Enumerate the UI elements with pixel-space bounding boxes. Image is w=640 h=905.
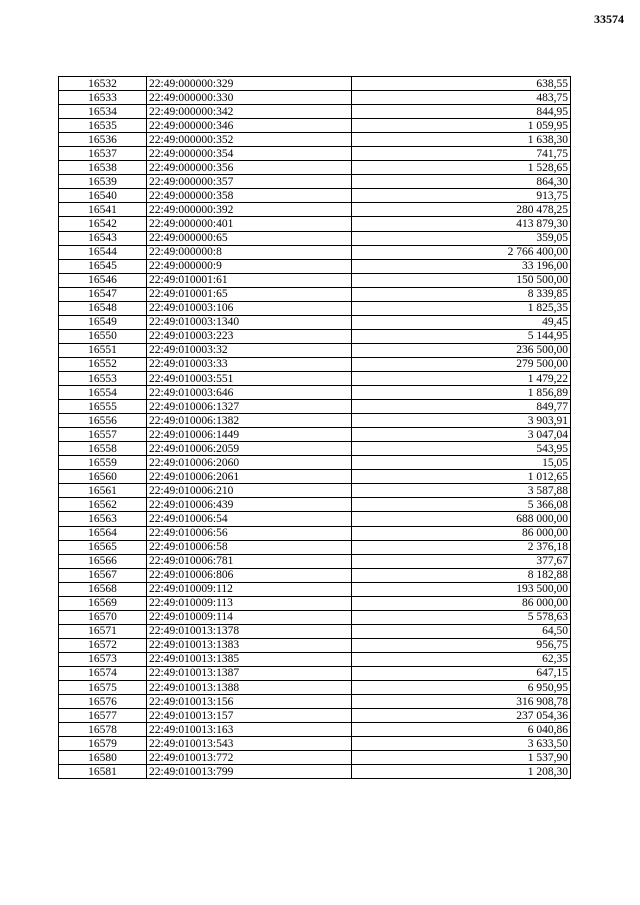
row-number-cell: 16556 — [59, 414, 147, 428]
table-row — [59, 245, 571, 259]
cadastral-number-cell: 22:49:010006:210 — [147, 484, 352, 498]
cadastral-number-cell: 22:49:010006:2060 — [147, 456, 352, 470]
cadastral-number-cell: 22:49:010001:65 — [147, 287, 352, 301]
table-row — [59, 709, 571, 723]
value-cell: 8 339,85 — [352, 287, 571, 301]
value-cell: 1 479,22 — [352, 371, 571, 385]
table-row — [59, 695, 571, 709]
value-cell: 5 144,95 — [352, 329, 571, 343]
value-cell: 359,05 — [352, 231, 571, 245]
row-number-cell: 16566 — [59, 554, 147, 568]
table-row — [59, 512, 571, 526]
row-number-cell: 16542 — [59, 217, 147, 231]
cadastral-number-cell: 22:49:010006:58 — [147, 540, 352, 554]
cadastral-number-cell: 22:49:010013:1378 — [147, 624, 352, 638]
row-number-cell: 16576 — [59, 695, 147, 709]
value-cell: 3 047,04 — [352, 428, 571, 442]
cadastral-number-cell: 22:49:010009:113 — [147, 596, 352, 610]
row-number-cell: 16540 — [59, 189, 147, 203]
table-row — [59, 273, 571, 287]
table-row — [59, 624, 571, 638]
value-cell: 237 054,36 — [352, 709, 571, 723]
table-row — [59, 231, 571, 245]
table-row — [59, 666, 571, 680]
row-number-cell: 16548 — [59, 301, 147, 315]
value-cell: 864,30 — [352, 175, 571, 189]
row-number-cell: 16533 — [59, 91, 147, 105]
cadastral-number-cell: 22:49:000000:8 — [147, 245, 352, 259]
table-row — [59, 315, 571, 329]
value-cell: 849,77 — [352, 400, 571, 414]
row-number-cell: 16565 — [59, 540, 147, 554]
row-number-cell: 16558 — [59, 442, 147, 456]
row-number-cell: 16534 — [59, 105, 147, 119]
value-cell: 33 196,00 — [352, 259, 571, 273]
value-cell: 1 528,65 — [352, 161, 571, 175]
value-cell: 3 633,50 — [352, 737, 571, 751]
cadastral-number-cell: 22:49:010013:543 — [147, 737, 352, 751]
table-row — [59, 105, 571, 119]
value-cell: 6 040,86 — [352, 723, 571, 737]
value-cell: 64,50 — [352, 624, 571, 638]
cadastral-number-cell: 22:49:000000:346 — [147, 119, 352, 133]
value-cell: 1 537,90 — [352, 751, 571, 765]
row-number-cell: 16546 — [59, 273, 147, 287]
cadastral-number-cell: 22:49:010009:114 — [147, 610, 352, 624]
row-number-cell: 16572 — [59, 638, 147, 652]
table-row — [59, 287, 571, 301]
row-number-cell: 16557 — [59, 428, 147, 442]
value-cell: 5 366,08 — [352, 498, 571, 512]
row-number-cell: 16544 — [59, 245, 147, 259]
value-cell: 15,05 — [352, 456, 571, 470]
row-number-cell: 16571 — [59, 624, 147, 638]
cadastral-number-cell: 22:49:010013:1383 — [147, 638, 352, 652]
row-number-cell: 16543 — [59, 231, 147, 245]
value-cell: 483,75 — [352, 91, 571, 105]
value-cell: 1 638,30 — [352, 133, 571, 147]
row-number-cell: 16573 — [59, 652, 147, 666]
cadastral-number-cell: 22:49:010013:1387 — [147, 666, 352, 680]
row-number-cell: 16570 — [59, 610, 147, 624]
cadastral-number-cell: 22:49:010006:54 — [147, 512, 352, 526]
row-number-cell: 16574 — [59, 666, 147, 680]
value-cell: 1 208,30 — [352, 765, 571, 779]
row-number-cell: 16552 — [59, 357, 147, 371]
table-row — [59, 259, 571, 273]
row-number-cell: 16559 — [59, 456, 147, 470]
row-number-cell: 16564 — [59, 526, 147, 540]
cadastral-number-cell: 22:49:010003:551 — [147, 371, 352, 385]
cadastral-number-cell: 22:49:010006:806 — [147, 568, 352, 582]
cadastral-number-cell: 22:49:010013:1385 — [147, 652, 352, 666]
cadastral-number-cell: 22:49:000000:329 — [147, 77, 352, 91]
row-number-cell: 16535 — [59, 119, 147, 133]
table-row — [59, 723, 571, 737]
value-cell: 5 578,63 — [352, 610, 571, 624]
value-cell: 956,75 — [352, 638, 571, 652]
table-row — [59, 133, 571, 147]
row-number-cell: 16551 — [59, 343, 147, 357]
row-number-cell: 16563 — [59, 512, 147, 526]
table-row — [59, 737, 571, 751]
cadastral-number-cell: 22:49:010013:1388 — [147, 681, 352, 695]
row-number-cell: 16579 — [59, 737, 147, 751]
row-number-cell: 16554 — [59, 386, 147, 400]
table-row — [59, 526, 571, 540]
table-row — [59, 610, 571, 624]
table-row — [59, 596, 571, 610]
cadastral-number-cell: 22:49:010003:223 — [147, 329, 352, 343]
table-row — [59, 91, 571, 105]
value-cell: 3 587,88 — [352, 484, 571, 498]
cadastral-number-cell: 22:49:010003:646 — [147, 386, 352, 400]
table-row — [59, 343, 571, 357]
cadastral-number-cell: 22:49:000000:352 — [147, 133, 352, 147]
value-cell: 3 903,91 — [352, 414, 571, 428]
value-cell: 150 500,00 — [352, 273, 571, 287]
table-row — [59, 301, 571, 315]
row-number-cell: 16549 — [59, 315, 147, 329]
value-cell: 86 000,00 — [352, 596, 571, 610]
cadastral-number-cell: 22:49:010003:32 — [147, 343, 352, 357]
cadastral-number-cell: 22:49:000000:357 — [147, 175, 352, 189]
value-cell: 8 182,88 — [352, 568, 571, 582]
value-cell: 1 856,89 — [352, 386, 571, 400]
table-row — [59, 329, 571, 343]
table-body — [59, 77, 571, 779]
row-number-cell: 16568 — [59, 582, 147, 596]
cadastral-number-cell: 22:49:010013:163 — [147, 723, 352, 737]
cadastral-number-cell: 22:49:010001:61 — [147, 273, 352, 287]
value-cell: 1 059,95 — [352, 119, 571, 133]
value-cell: 413 879,30 — [352, 217, 571, 231]
row-number-cell: 16532 — [59, 77, 147, 91]
cadastral-number-cell: 22:49:000000:342 — [147, 105, 352, 119]
cadastral-number-cell: 22:49:000000:354 — [147, 147, 352, 161]
table-row — [59, 428, 571, 442]
row-number-cell: 16541 — [59, 203, 147, 217]
table-row — [59, 442, 571, 456]
cadastral-number-cell: 22:49:000000:356 — [147, 161, 352, 175]
value-cell: 316 908,78 — [352, 695, 571, 709]
row-number-cell: 16578 — [59, 723, 147, 737]
cadastral-value-table — [58, 76, 571, 779]
table-row — [59, 498, 571, 512]
table-row — [59, 638, 571, 652]
table-row — [59, 161, 571, 175]
table-row — [59, 414, 571, 428]
row-number-cell: 16553 — [59, 371, 147, 385]
row-number-cell: 16539 — [59, 175, 147, 189]
value-cell: 279 500,00 — [352, 357, 571, 371]
value-cell: 647,15 — [352, 666, 571, 680]
table-row — [59, 371, 571, 385]
value-cell: 543,95 — [352, 442, 571, 456]
table-row — [59, 175, 571, 189]
table-row — [59, 652, 571, 666]
cadastral-number-cell: 22:49:000000:358 — [147, 189, 352, 203]
cadastral-number-cell: 22:49:000000:9 — [147, 259, 352, 273]
table-row — [59, 77, 571, 91]
row-number-cell: 16569 — [59, 596, 147, 610]
table-row — [59, 765, 571, 779]
table-row — [59, 189, 571, 203]
cadastral-number-cell: 22:49:010006:2061 — [147, 470, 352, 484]
cadastral-number-cell: 22:49:010006:56 — [147, 526, 352, 540]
row-number-cell: 16547 — [59, 287, 147, 301]
cadastral-number-cell: 22:49:000000:401 — [147, 217, 352, 231]
row-number-cell: 16550 — [59, 329, 147, 343]
table-row — [59, 568, 571, 582]
row-number-cell: 16545 — [59, 259, 147, 273]
row-number-cell: 16561 — [59, 484, 147, 498]
cadastral-number-cell: 22:49:010009:112 — [147, 582, 352, 596]
table-row — [59, 147, 571, 161]
value-cell: 2 376,18 — [352, 540, 571, 554]
cadastral-number-cell: 22:49:010013:156 — [147, 695, 352, 709]
table-row — [59, 554, 571, 568]
table-row — [59, 400, 571, 414]
table-row — [59, 456, 571, 470]
value-cell: 49,45 — [352, 315, 571, 329]
row-number-cell: 16577 — [59, 709, 147, 723]
value-cell: 86 000,00 — [352, 526, 571, 540]
cadastral-number-cell: 22:49:000000:65 — [147, 231, 352, 245]
table-row — [59, 751, 571, 765]
page-number: 33574 — [594, 12, 624, 26]
table-row — [59, 681, 571, 695]
value-cell: 913,75 — [352, 189, 571, 203]
cadastral-number-cell: 22:49:010006:439 — [147, 498, 352, 512]
table-row — [59, 386, 571, 400]
cadastral-number-cell: 22:49:010003:33 — [147, 357, 352, 371]
cadastral-number-cell: 22:49:010006:1327 — [147, 400, 352, 414]
value-cell: 62,35 — [352, 652, 571, 666]
value-cell: 2 766 400,00 — [352, 245, 571, 259]
cadastral-number-cell: 22:49:000000:392 — [147, 203, 352, 217]
table-row — [59, 217, 571, 231]
cadastral-number-cell: 22:49:010006:1382 — [147, 414, 352, 428]
value-cell: 193 500,00 — [352, 582, 571, 596]
value-cell: 280 478,25 — [352, 203, 571, 217]
value-cell: 6 950,95 — [352, 681, 571, 695]
value-cell: 741,75 — [352, 147, 571, 161]
row-number-cell: 16562 — [59, 498, 147, 512]
cadastral-number-cell: 22:49:010013:772 — [147, 751, 352, 765]
row-number-cell: 16581 — [59, 765, 147, 779]
table-row — [59, 540, 571, 554]
cadastral-number-cell: 22:49:010006:2059 — [147, 442, 352, 456]
table-row — [59, 582, 571, 596]
table-row — [59, 203, 571, 217]
value-cell: 1 825,35 — [352, 301, 571, 315]
cadastral-number-cell: 22:49:010013:799 — [147, 765, 352, 779]
value-cell: 377,67 — [352, 554, 571, 568]
cadastral-number-cell: 22:49:010006:781 — [147, 554, 352, 568]
row-number-cell: 16567 — [59, 568, 147, 582]
cadastral-number-cell: 22:49:000000:330 — [147, 91, 352, 105]
value-cell: 688 000,00 — [352, 512, 571, 526]
value-cell: 236 500,00 — [352, 343, 571, 357]
cadastral-number-cell: 22:49:010003:1340 — [147, 315, 352, 329]
table-row — [59, 484, 571, 498]
value-cell: 844,95 — [352, 105, 571, 119]
table-row — [59, 470, 571, 484]
row-number-cell: 16580 — [59, 751, 147, 765]
row-number-cell: 16575 — [59, 681, 147, 695]
value-cell: 638,55 — [352, 77, 571, 91]
table-row — [59, 357, 571, 371]
value-cell: 1 012,65 — [352, 470, 571, 484]
cadastral-number-cell: 22:49:010013:157 — [147, 709, 352, 723]
table-row — [59, 119, 571, 133]
row-number-cell: 16555 — [59, 400, 147, 414]
row-number-cell: 16560 — [59, 470, 147, 484]
cadastral-number-cell: 22:49:010003:106 — [147, 301, 352, 315]
row-number-cell: 16538 — [59, 161, 147, 175]
row-number-cell: 16537 — [59, 147, 147, 161]
row-number-cell: 16536 — [59, 133, 147, 147]
cadastral-number-cell: 22:49:010006:1449 — [147, 428, 352, 442]
